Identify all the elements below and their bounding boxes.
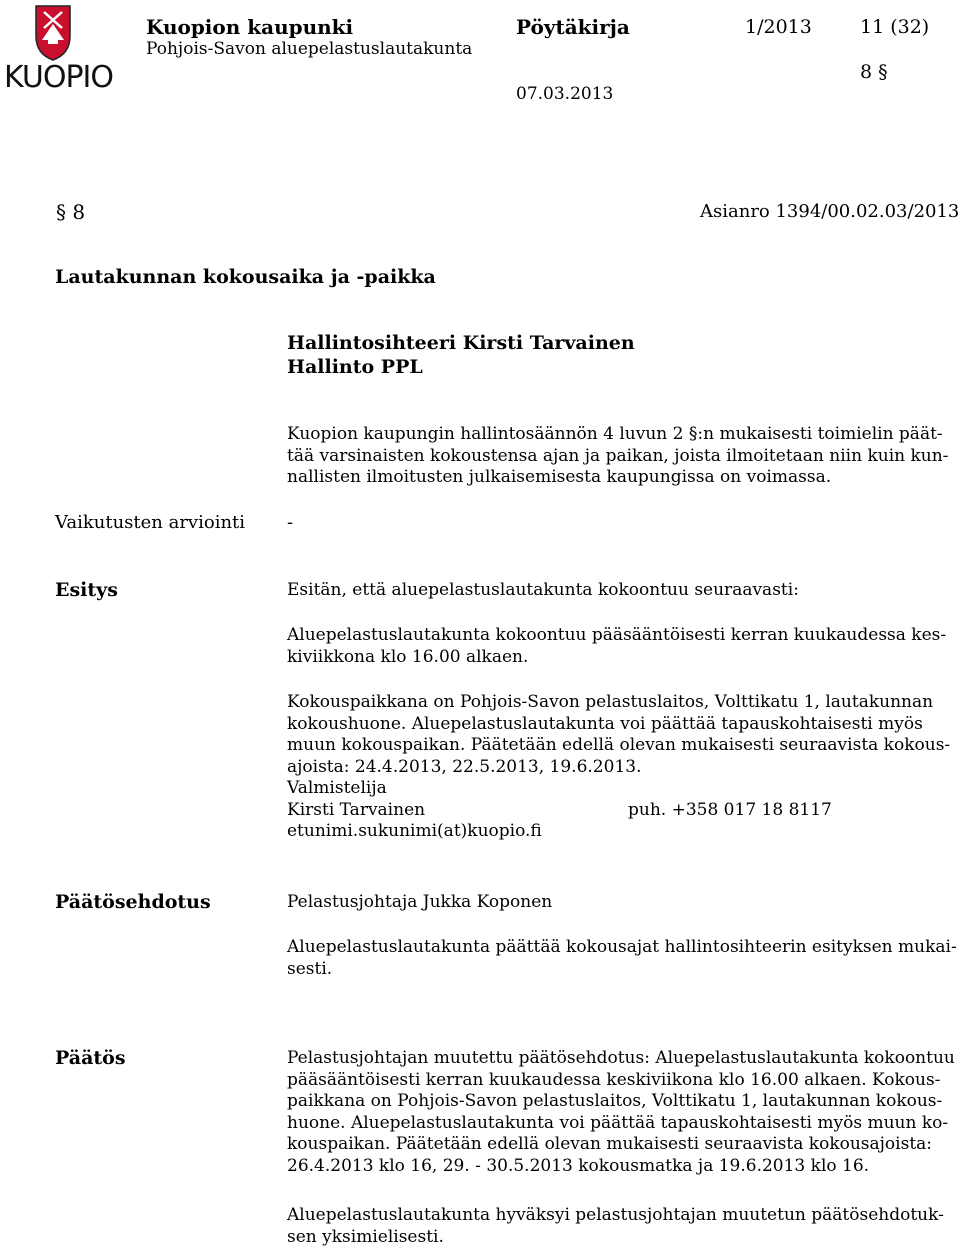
paatosehdotus-label: Päätösehdotus [55,891,211,913]
valmistelija-phone: puh. +358 017 18 8117 [628,799,832,820]
org-name: Kuopion kaupunki [146,15,354,39]
esitys-line: ajoista: 24.4.2013, 22.5.2013, 19.6.2013. [287,756,642,777]
paatosehdotus-text [287,937,957,980]
paatos-line: 26.4.2013 klo 16, 29. - 30.5.2013 kokousmatka ja 19.6.2013 klo 16. [287,1155,870,1176]
intro-line: nallisten ilmoitusten julkaisemisesta kaupungissa on voimassa. [287,467,832,487]
intro-line: tää varsinaisten kokoustensa ajan ja paikan, joista ilmoitetaan niin kuin kun- [287,445,949,466]
paatos-line: sen yksimielisesti. [287,1226,444,1247]
esitys-intro: Esitän, että aluepelastuslautakunta kokoontuu seuraavasti: [287,580,799,600]
page-title: Lautakunnan kokousaika ja -paikka [55,266,436,288]
meeting-date: 07.03.2013 [516,84,614,104]
esitys-line: Kokouspaikkana on Pohjois-Savon pelastuslaitos, Volttikatu 1, lautakunnan [287,692,934,712]
document-type: Pöytäkirja [516,15,630,39]
impact-value: - [287,512,294,533]
valmistelija-email: etunimi.sukunimi(at)kuopio.fi [287,821,542,841]
paatos-line: Aluepelastuslautakunta hyväksyi pelastusjohtajan muutetun päätösehdotuk- [287,1205,944,1225]
paatosehdotus-line: Aluepelastuslautakunta päättää kokousajat hallintosihteerin esityksen mukai- [287,937,957,957]
section-number: § 8 [56,200,86,224]
logo-wordmark: KUOPIO [4,60,113,95]
committee-name: Pohjois-Savon aluepelastuslautakunta [146,39,473,59]
paatos-line: huone. Aluepelastuslautakunta voi päättää tapauskohtaisesti myös muun ko- [287,1112,949,1133]
paatos-approval [287,1205,944,1248]
paatosehdotus-line: sesti. [287,958,333,979]
protocol-number: 1/2013 [745,16,812,38]
case-number: Asianro 1394/00.02.03/2013 [700,201,960,222]
coat-of-arms-icon [4,2,100,64]
paatos-line: Pelastusjohtajan muutettu päätösehdotus: Aluepelastuslautakunta kokoontuu [287,1048,955,1068]
esitys-line: muun kokouspaikan. Päätetään edellä olevan mukaisesti seuraavista kokous- [287,735,951,755]
valmistelija-label: Valmistelija [287,778,387,798]
esitys-schedule [287,625,946,668]
esitys-line: Aluepelastuslautakunta kokoontuu pääsääntöisesti kerran kuukaudessa kes- [287,625,947,645]
paatos-line: paikkana on Pohjois-Savon pelastuslaitos, Volttikatu 1, lautakunnan kokous- [287,1091,943,1111]
esitys-line: kokoushuone. Aluepelastuslautakunta voi päättää tapauskohtaisesti myös [287,713,923,734]
paatos-text [287,1048,955,1177]
intro-paragraph [287,424,948,489]
paatos-label: Päätös [55,1047,126,1069]
esitys-location [287,692,950,843]
esitys-line: kiviikkona klo 16.00 alkaen. [287,646,529,667]
header-section: 8 § [860,61,888,83]
intro-line: Kuopion kaupungin hallintosäännön 4 luvun 2 §:n mukaisesti toimielin päät- [287,424,943,444]
paatosehdotus-presenter: Pelastusjohtaja Jukka Koponen [287,892,553,912]
esitys-label: Esitys [55,579,118,601]
paatos-line: pääsääntöisesti kerran kuukaudessa keskiviikona klo 16.00 alkaen. Kokous- [287,1069,941,1090]
valmistelija-contact-row [287,800,950,822]
page-number: 11 (32) [860,16,930,38]
paatos-line: kouspaikan. Päätetään edellä olevan mukaisesti seuraavista kokousajoista: [287,1134,933,1154]
preparer-title: Hallintosihteeri Kirsti Tarvainen [287,332,635,354]
impact-label: Vaikutusten arviointi [55,512,246,533]
preparer-unit: Hallinto PPL [287,356,423,378]
valmistelija-name: Kirsti Tarvainen [287,799,426,820]
